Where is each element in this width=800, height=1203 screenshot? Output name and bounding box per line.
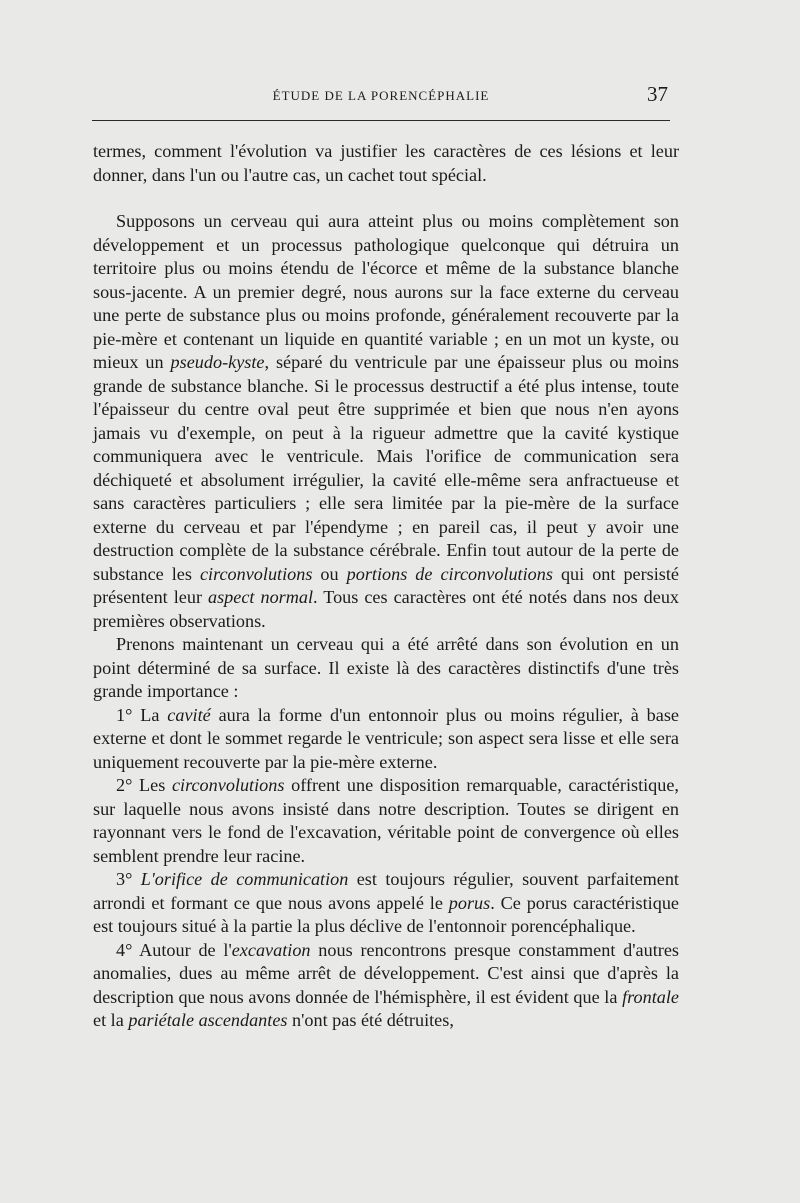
italic-term: aspect normal xyxy=(208,587,314,607)
italic-term: portions de circonvolutions xyxy=(346,563,553,584)
italic-term: excavation xyxy=(231,939,311,960)
italic-term: frontale xyxy=(622,986,679,1007)
paragraph: 1° La cavité aura la forme d'un entonnoir plus ou moins régulier, à base externe et dont le sommet regarde le ventricule; son aspect sera lisse et elle sera uniquement recouverte par la pie-mère externe. xyxy=(93,704,679,772)
italic-term: pseudo-kyste xyxy=(170,352,265,372)
paragraph: 3° L'orifice de communication est toujours régulier, souvent parfaitement arrondi et formant ce que nous avons appelé le porus. Ce porus caractéristique est toujours situé à la partie la plus déclive de l'entonnoir porencéphalique. xyxy=(93,869,680,936)
italic-term: pariétale ascendantes xyxy=(128,1010,288,1030)
body-text xyxy=(93,140,679,1033)
header-rule xyxy=(92,120,670,121)
italic-term: L'orifice de communication xyxy=(140,869,349,889)
italic-term: circonvolutions xyxy=(171,775,285,795)
page-header xyxy=(92,82,670,112)
italic-term: porus xyxy=(448,892,491,913)
paragraph: Supposons un cerveau qui aura atteint plus ou moins complètement son développement et un processus pathologique quelconque qui détruira un territoire plus ou moins étendu de l'écorce et même de la substance blanche sous-jacente. A un premier degré, nous aurons sur la face externe du cerveau une perte de substance plus ou moins profonde, généralement recouverte par la pie-mère et contenant un liquide en quantité variable ; en un mot un kyste, ou mieux un pseudo-kyste, séparé du ventricule par une épaisseur plus ou moins grande de substance blanche. Si le processus destructif a été plus intense, toute l'épaisseur du centre oval peut être supprimée et bien que nous n'en ayons jamais vu d'exemple, on peut à la rigueur admettre que la cavité kystique communiquera avec le ventricule. Mais l'orifice de communication sera déchiqueté et absolument irrégulier, la cavité elle-même sera anfractueuse et sans caractères particuliers ; elle sera limitée par la pie-mère de la surface externe du cerveau et par l'épendyme ; en pareil cas, il peut y avoir une destruction complète de la substance cérébrale. Enfin tout autour de la perte de substance les circonvolutions ou portions de circonvolutions qui ont persisté présentent leur aspect normal. Tous ces caractères ont été notés dans nos deux premières observations. xyxy=(93,211,680,631)
page-number: 37 xyxy=(647,82,668,106)
paragraph: termes, comment l'évolution va justifier les caractères de ces lésions et leur donner, dans l'un ou l'autre cas, un cachet tout spécial. xyxy=(93,141,679,185)
paragraph: 2° Les circonvolutions offrent une disposition remarquable, caractéristique, sur laquelle nous avons insisté dans notre description. Toutes se dirigent en rayonnant vers le fond de l'excavation, véritable point de convergence où elles semblent prendre leur racine. xyxy=(93,775,679,866)
italic-term: cavité xyxy=(167,704,211,725)
paragraph: 4° Autour de l'excavation nous rencontrons presque constamment d'autres anomalies, dues au même arrêt de développement. C'est ainsi que d'après la description que nous avons donnée de l'hémisphère, il est évident que la frontale et la pariétale ascendantes n'ont pas été détruites, xyxy=(93,939,679,1030)
italic-term: circonvolutions xyxy=(199,563,313,584)
paragraph: Prenons maintenant un cerveau qui a été arrêté dans son évolution en un point déterminé de sa surface. Il existe là des caractères distinctifs d'une très grande importance : xyxy=(93,634,679,701)
running-head: ÉTUDE DE LA PORENCÉPHALIE xyxy=(272,88,490,103)
